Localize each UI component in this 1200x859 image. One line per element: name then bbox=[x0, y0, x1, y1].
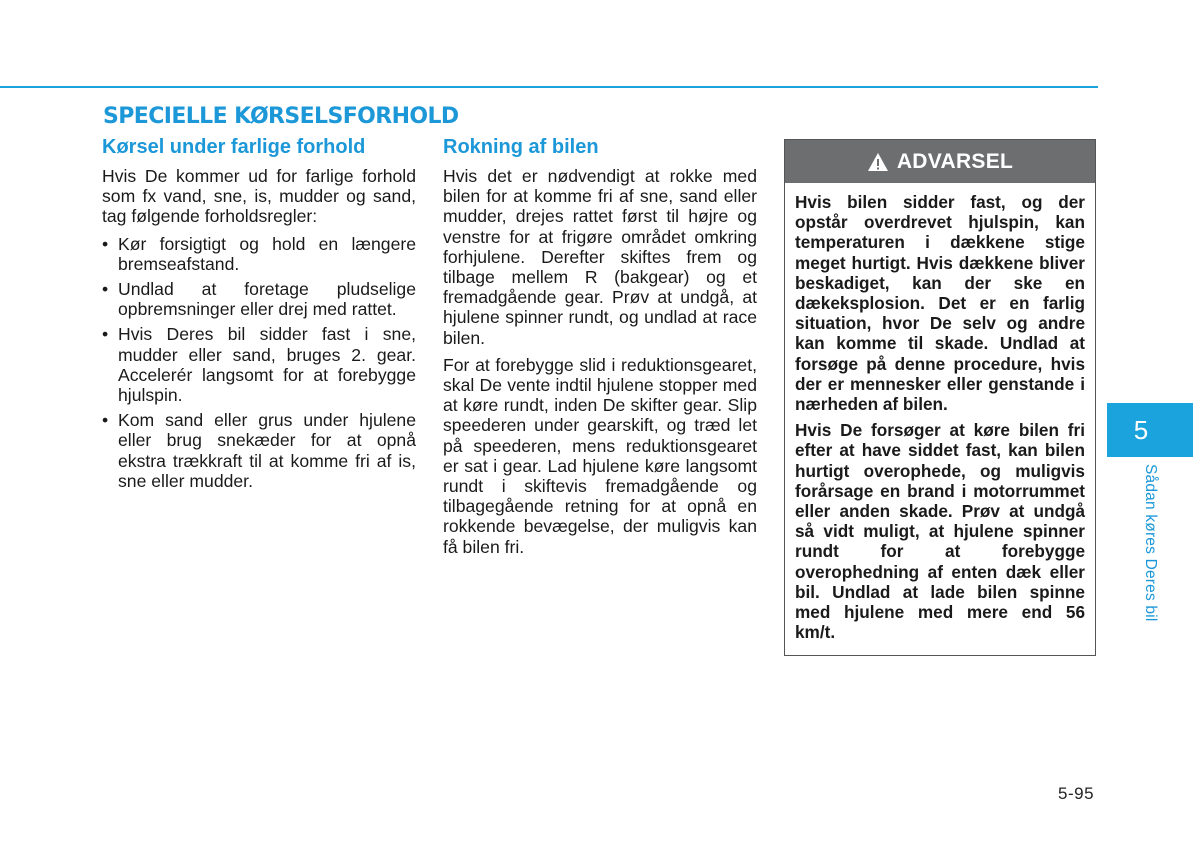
chapter-number-tab: 5 bbox=[1107, 403, 1193, 457]
warning-title: ADVARSEL bbox=[896, 149, 1014, 173]
list-item: • Hvis Deres bil sidder fast i sne, mudder eller sand, bruges 2. gear. Accelerér langsomt for at forebygge hjulspin. bbox=[102, 324, 416, 405]
chapter-title: Sådan køres Deres bil bbox=[1142, 464, 1159, 622]
warning-paragraph: Hvis bilen sidder fast, og der opstår overdrevet hjulspin, kan temperaturen i dækkene stige meget hurtigt. Hvis dækkene bliver beskadiget, kan der ske en dækeksplosion. Det er en farlig situation, hvor De selv og andre kan komme til skade. Undlad at forsøge på denne procedure, hvis der er mennesker eller genstande i nærheden af bilen. bbox=[795, 192, 1085, 415]
column-driving-hazardous bbox=[102, 134, 416, 496]
paragraph: For at forebygge slid i reduktionsgearet, skal De vente indtil hjulene stopper med at køre rundt, inden De skifter gear. Slip speederen under gearskift, og træd let på speederen, mens reduktionsgearet er sat i gear. Lad hjulene køre langsomt rundt i skiftevis fremadgående og tilbagegående retning for at opnå en rokkende bevægelse, der muligvis kan få bilen fri. bbox=[443, 354, 757, 557]
top-rule bbox=[0, 86, 1098, 88]
warning-header bbox=[785, 140, 1095, 183]
warning-paragraph: Hvis De forsøger at køre bilen fri efter at have siddet fast, kan bilen hurtigt overophede, og muligvis forårsage en brand i motorrummet eller anden skade. Prøv at undgå så vidt muligt, at hjulene spinner rundt for at forebygge overophedning af enten dæk eller bil. Undlad at lade bilen spinne med hjulene med mere end 56 km/t. bbox=[795, 420, 1085, 643]
list-item: • Kom sand eller grus under hjulene eller brug snekæder for at opnå ekstra trækkraft til at komme fri af is, sne eller mudder. bbox=[102, 410, 416, 491]
warning-body bbox=[785, 183, 1095, 642]
precautions-list bbox=[102, 234, 416, 491]
page-number: 5-95 bbox=[1058, 784, 1095, 803]
warning-triangle-icon bbox=[867, 152, 889, 172]
column-rocking-vehicle bbox=[443, 134, 757, 564]
heading-rocking-vehicle: Rokning af bilen bbox=[443, 136, 599, 158]
warning-box bbox=[784, 139, 1096, 656]
paragraph: Hvis det er nødvendigt at rokke med bilen for at komme fri af sne, sand eller mudder, drejes rattet først til højre og venstre for at frigøre området omkring forhjulene. Derefter skiftes frem og tilbage mellem R (bakgear) og et fremadgående gear. Prøv at undgå, at hjulene spinner rundt, og undlad at race bilen. bbox=[443, 166, 757, 348]
list-item: • Kør forsigtigt og hold en længere bremseafstand. bbox=[102, 234, 416, 274]
section-title: SPECIELLE KØRSELSFORHOLD bbox=[103, 104, 459, 129]
intro-paragraph: Hvis De kommer ud for farlige forhold som fx vand, sne, is, mudder og sand, tag følgende forholdsregler: bbox=[102, 166, 416, 227]
list-item: • Undlad at foretage pludselige opbremsninger eller drej med rattet. bbox=[102, 279, 416, 319]
heading-hazardous-conditions: Kørsel under farlige forhold bbox=[102, 136, 366, 158]
